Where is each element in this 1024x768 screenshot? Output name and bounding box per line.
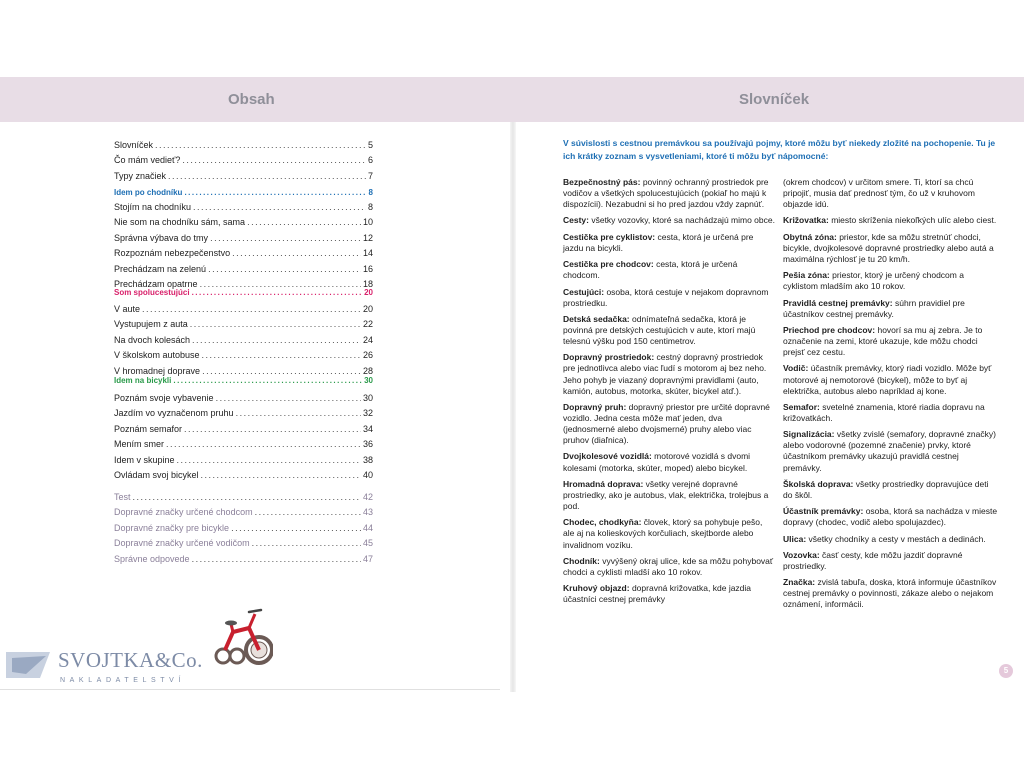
toc-entry[interactable] — [114, 215, 373, 230]
glossary-entry — [783, 177, 999, 210]
glossary-term: Pravidlá cestnej premávky: — [783, 297, 893, 308]
toc-entry[interactable] — [114, 521, 373, 536]
toc-leader — [193, 200, 366, 215]
toc-group-4 — [114, 391, 373, 483]
toc-entry[interactable] — [114, 169, 373, 184]
toc-entry-label: Dopravné značky pre bicykle — [114, 522, 230, 533]
toc-leader — [155, 138, 366, 153]
glossary-definition: svetelné znamenia, ktoré riadia dopravu na križovatkách. — [783, 401, 985, 423]
page-bottom-rule — [0, 689, 500, 690]
glossary-term: Signalizácia: — [783, 429, 835, 440]
toc-leader — [182, 153, 366, 168]
glossary-definition: cesta, ktorá je určená chodcom. — [563, 259, 738, 281]
toc-entry-page: 34 — [362, 423, 373, 434]
toc-leader — [192, 552, 361, 567]
toc-entry-label: Čo mám vedieť? — [114, 155, 181, 166]
toc-leader — [208, 262, 361, 277]
toc-entry-label: Idem v skupine — [114, 454, 175, 465]
toc-leader — [231, 521, 361, 536]
glossary-entry — [783, 270, 999, 292]
toc-entry-page: 12 — [362, 232, 373, 243]
toc-entry[interactable] — [114, 333, 373, 348]
toc-entry-label: Jazdím vo vyznačenom pruhu — [114, 408, 234, 419]
page-number: 5 — [999, 664, 1013, 678]
toc-leader — [210, 231, 361, 246]
glossary-entry — [563, 402, 775, 446]
glossary-entry — [563, 177, 775, 210]
toc-entry[interactable] — [114, 552, 373, 567]
glossary-term: Križovatka: — [783, 215, 829, 226]
glossary-column-left — [563, 177, 775, 611]
toc-entry[interactable] — [114, 302, 373, 317]
toc-entry-label: Prechádzam na zelenú — [114, 263, 207, 274]
toc-leader — [247, 215, 361, 230]
toc-entry-label: V školskom autobuse — [114, 350, 200, 361]
glossary-definition: dopravná križovatka, kde jazdia účastníci cestnej premávky — [563, 583, 752, 605]
glossary-entry — [563, 517, 775, 550]
toc-entry[interactable] — [114, 138, 373, 153]
toc-section-2 — [114, 286, 373, 301]
toc-leader — [201, 468, 361, 483]
toc-section-label: Idem na bicykli — [114, 376, 172, 385]
glossary-definition: všetky prostriedky dopravujúce deti do škôl. — [783, 478, 989, 500]
glossary-definition: priestor, ktorý je určený chodcom a cyklistom mladším ako 10 rokov. — [783, 270, 964, 292]
glossary-definition: (okrem chodcov) v určitom smere. Ti, ktorí sa chcú pripojiť, musia dať prednosť tým, čo už v kruhovom objazde idú. — [783, 177, 975, 210]
toc-entry-label: Dopravné značky určené vodičom — [114, 538, 250, 549]
toc-entry-page: 30 — [362, 393, 373, 403]
glossary-column-right — [783, 177, 999, 616]
toc-entry-label: V hromadnej doprave — [114, 365, 201, 376]
glossary-term: Bezpečnostný pás: — [563, 177, 641, 187]
toc-section-label: Idem po chodníku — [114, 188, 183, 197]
glossary-entry — [783, 479, 999, 501]
toc-group-2 — [114, 200, 373, 292]
toc-entry-page: 43 — [362, 507, 373, 518]
toc-leader — [142, 302, 361, 317]
glossary-definition: osoba, ktorá sa nachádza v mieste dopravy (chodec, vodič alebo spolujazdec). — [783, 506, 998, 528]
toc-section-page: 30 — [364, 376, 373, 385]
toc-entry-page: 32 — [362, 408, 373, 419]
glossary-entry — [783, 534, 999, 545]
toc-entry-page: 47 — [362, 553, 373, 564]
glossary-definition: odnímateľná sedačka, ktorá je povinná pre detských cestujúcich v aute, ktorí majú telesnú výšku pod 150 centimetrov. — [563, 313, 756, 347]
toc-entry-label: Prechádzam opatrne — [114, 279, 198, 290]
glossary-entry — [783, 429, 999, 473]
toc-entry-page: 45 — [362, 538, 373, 549]
glossary-definition: človek, ktorý sa pohybuje pešo, ale aj na kolieskových korčuliach, skejtborde alebo invalidnom vozíku. — [563, 517, 763, 550]
toc-entry-page: 44 — [362, 522, 373, 533]
glossary-term: Dvojkolesové vozidlá: — [563, 451, 652, 462]
toc-entry[interactable] — [114, 391, 373, 406]
glossary-entry — [563, 287, 775, 309]
glossary-term: Cestička pre cyklistov: — [563, 231, 656, 242]
glossary-definition: účastník premávky, ktorý riadi vozidlo. Môže byť motorové aj nemotorové (bicykel), môže to byť aj električka, autobus alebo napríklad aj kone. — [783, 363, 992, 396]
toc-leader — [177, 453, 361, 468]
toc-entry[interactable] — [114, 468, 373, 483]
toc-section-3 — [114, 374, 373, 389]
toc-entry-page: 42 — [362, 492, 373, 502]
glossary-definition: povinný ochranný prostriedok pre vodičov a všetkých spolucestujúcich (pokiaľ ho majú k dispozícii). Nezabudni si ho pred jazdou vždy zapnúť. — [563, 177, 769, 210]
toc-entry-label: Správna výbava do tmy — [114, 232, 209, 243]
toc-entry-page: 7 — [367, 170, 373, 181]
glossary-definition: časť cesty, kde môžu jazdiť dopravné prostriedky. — [783, 549, 963, 571]
toc-group-3 — [114, 302, 373, 379]
toc-entry-label: Správne odpovede — [114, 553, 190, 564]
toc-entry[interactable] — [114, 348, 373, 363]
glossary-term: Vodič: — [783, 363, 809, 374]
glossary-term: Semafor: — [783, 401, 820, 412]
toc-entry-page: 18 — [362, 279, 373, 290]
toc-entry[interactable] — [114, 317, 373, 332]
toc-leader — [173, 374, 362, 388]
toc-leader — [168, 169, 366, 184]
glossary-entry — [783, 325, 999, 358]
toc-entry-page: 14 — [362, 248, 373, 259]
glossary-entry — [563, 451, 775, 473]
toc-entry-page: 6 — [367, 155, 373, 166]
glossary-definition: všetky chodníky a cesty v mestách a dedinách. — [806, 533, 986, 544]
toc-entry[interactable] — [114, 505, 373, 520]
toc-leader — [166, 437, 361, 452]
toc-section-heading[interactable] — [114, 286, 373, 301]
glossary-term: Obytná zóna: — [783, 231, 837, 242]
glossary-entry — [783, 363, 999, 396]
toc-leader — [184, 422, 361, 437]
toc-entry-label: Ovládam svoj bicykel — [114, 470, 199, 481]
toc-leader — [216, 391, 361, 406]
glossary-entry — [783, 506, 999, 528]
toc-leader — [192, 286, 363, 300]
toc-entry[interactable] — [114, 262, 373, 277]
toc-entry[interactable] — [114, 437, 373, 452]
toc-entry-label: V aute — [114, 304, 141, 314]
book-spine — [510, 122, 516, 692]
glossary-entry — [563, 352, 775, 396]
toc-entry-page: 36 — [362, 439, 373, 450]
glossary-term: Kruhový objazd: — [563, 583, 630, 594]
header-band — [0, 77, 1024, 122]
glossary-entry — [563, 259, 775, 281]
glossary-entry — [563, 583, 775, 605]
toc-entry-label: Mením smer — [114, 439, 165, 450]
glossary-term: Pešia zóna: — [783, 270, 830, 281]
glossary-intro: V súvislosti s cestnou premávkou sa používajú pojmy, ktoré môžu byť niekedy zložité na pochopenie. Tu je ich krátky zoznam s vysvetleniami, ktoré ti môžu byť nápomocné: — [563, 138, 996, 161]
toc-leader — [133, 490, 361, 505]
toc-leader — [252, 536, 361, 551]
toc-entry-label: Test — [114, 492, 131, 502]
glossary-term: Priechod pre chodcov: — [783, 324, 876, 335]
glossary-definition: miesto skríženia niekoľkých ulíc alebo ciest. — [828, 215, 997, 226]
glossary-entry — [783, 577, 999, 610]
tricycle-illustration — [213, 606, 273, 668]
glossary-entry — [563, 314, 775, 347]
glossary-term: Dopravný pruh: — [563, 401, 627, 412]
toc-entry-label: Dopravné značky určené chodcom — [114, 507, 253, 518]
toc-section-1 — [114, 186, 373, 201]
toc-section-heading[interactable] — [114, 374, 373, 389]
toc-entry[interactable] — [114, 231, 373, 246]
toc-entry[interactable] — [114, 422, 373, 437]
toc-entry[interactable] — [114, 153, 373, 168]
glossary-term: Chodec, chodkyňa: — [563, 517, 642, 528]
toc-entry-page: 28 — [362, 365, 373, 376]
publisher-name: SVOJTKA&Co. — [58, 648, 203, 672]
toc-entry-label: Na dvoch kolesách — [114, 334, 191, 345]
toc-section-page: 8 — [368, 188, 373, 197]
glossary-entry — [783, 402, 999, 424]
glossary-term: Chodník: — [563, 555, 600, 566]
glossary-definition: vyvýšený okraj ulice, kde sa môžu pohybovať chodci a cyklisti mladší ako 10 rokov. — [563, 555, 774, 577]
publisher-subtitle: NAKLADATELSTVÍ — [60, 677, 185, 684]
glossary-entry — [783, 550, 999, 572]
glossary-definition: dopravný priestor pre určité dopravné vozidlo. Jedna cesta môže mať jeden, dva (jednosmerné alebo dvojsmerné) pruhy alebo viac pruhov (diaľnica). — [563, 401, 770, 446]
toc-group-1 — [114, 138, 373, 184]
glossary-definition: cestný dopravný prostriedok pre jednotlivca alebo viac ľudí s motorom aj bez neho. Jeho pohyb je viazaný dopravnými pravidlami (auto, kamión, autobus, motorka, skúter, bicykel atď.). — [563, 352, 767, 396]
toc-entry[interactable] — [114, 246, 373, 261]
glossary-term: Cestička pre chodcov: — [563, 259, 654, 270]
glossary-title: Slovníček — [739, 91, 810, 108]
toc-entry-label: Poznám svoje vybavenie — [114, 393, 214, 403]
toc-entry-page: 8 — [367, 202, 373, 212]
toc-entry-page: 26 — [362, 350, 373, 361]
glossary-entry — [563, 215, 775, 226]
toc-entry-page: 5 — [367, 140, 373, 150]
toc-section-label: Som spolucestujúci — [114, 288, 190, 297]
toc-entry-label: Stojím na chodníku — [114, 202, 192, 212]
glossary-term: Cesty: — [563, 215, 589, 226]
toc-entry[interactable] — [114, 453, 373, 468]
glossary-definition: zvislá tabuľa, doska, ktorá informuje účastníkov cestnej premávky o povinnosti, zákaze alebo o nejakom oznámení, informácii. — [783, 577, 997, 610]
toc-entry-page: 16 — [362, 263, 373, 274]
glossary-term: Cestujúci: — [563, 286, 605, 297]
toc-entry-label: Nie som na chodníku sám, sama — [114, 217, 246, 228]
glossary-term: Značka: — [783, 577, 816, 588]
toc-entry-page: 10 — [362, 217, 373, 228]
toc-entry-label: Poznám semafor — [114, 423, 183, 434]
toc-section-page: 20 — [364, 288, 373, 297]
glossary-term: Vozovka: — [783, 549, 820, 560]
toc-entry-label: Typy značiek — [114, 170, 167, 181]
glossary-definition: priestor, kde sa môžu stretnúť chodci, bicykle, dvojkolesové dopravné prostriedky alebo autá a maximálna rýchlosť je tu 20 km/h. — [783, 231, 994, 264]
toc-group-5 — [114, 490, 373, 567]
glossary-term: Detská sedačka: — [563, 313, 630, 324]
glossary-entry — [563, 479, 775, 512]
toc-entry[interactable] — [114, 490, 373, 505]
toc-entry[interactable] — [114, 200, 373, 215]
toc-entry-label: Slovníček — [114, 140, 154, 150]
glossary-term: Školská doprava: — [783, 478, 854, 489]
toc-entry-page: 38 — [362, 454, 373, 465]
glossary-definition: všetky verejné dopravné prostriedky, ako je autobus, vlak, električka, trolejbus a pod. — [563, 478, 769, 512]
toc-leader — [236, 406, 361, 421]
glossary-definition: súhrn pravidiel pre účastníkov cestnej premávky. — [783, 297, 965, 319]
toc-leader — [232, 246, 361, 261]
glossary-entry — [563, 232, 775, 254]
toc-leader — [192, 333, 361, 348]
glossary-definition: cesta, ktorá je určená pre jazdu na bicykli. — [563, 231, 754, 253]
glossary-entry — [563, 556, 775, 578]
toc-entry-label: Vystupujem z auta — [114, 319, 188, 330]
toc-entry-page: 22 — [362, 319, 373, 330]
glossary-term: Účastník premávky: — [783, 506, 864, 517]
toc-section-heading[interactable] — [114, 186, 373, 201]
toc-entry-page: 24 — [362, 334, 373, 345]
toc-entry-page: 20 — [362, 304, 373, 314]
glossary-entry — [783, 215, 999, 226]
glossary-definition: všetky zvislé (semafory, dopravné značky) alebo vodorovné (pozemné značenie) prvky, ktoré účastníkom premávky ukazujú pravidlá cestnej premávky. — [783, 429, 996, 473]
toc-leader — [202, 348, 361, 363]
glossary-term: Dopravný prostriedok: — [563, 352, 655, 363]
toc-entry-label: Rozpoznám nebezpečenstvo — [114, 248, 231, 259]
glossary-term: Hromadná doprava: — [563, 478, 644, 489]
glossary-definition: hovorí sa mu aj zebra. Je to označenie na zemi, ktoré ukazuje, kde môžu chodci prejsť cez cestu. — [783, 324, 983, 358]
toc-leader — [184, 186, 366, 200]
toc-entry[interactable] — [114, 406, 373, 421]
glossary-term: Ulica: — [783, 533, 807, 544]
toc-entry[interactable] — [114, 536, 373, 551]
glossary-definition: osoba, ktorá cestuje v nejakom dopravnom prostriedku. — [563, 286, 769, 308]
toc-entry-page: 40 — [362, 470, 373, 481]
glossary-definition: motorové vozidlá s dvomi kolesami (motorka, skúter, moped) alebo bicykel. — [563, 451, 751, 473]
toc-leader — [255, 505, 361, 520]
glossary-entry — [783, 232, 999, 265]
glossary-definition: všetky vozovky, ktoré sa nachádzajú mimo obce. — [588, 215, 775, 226]
glossary-entry — [783, 298, 999, 320]
toc-leader — [190, 317, 361, 332]
toc-title: Obsah — [228, 91, 275, 108]
